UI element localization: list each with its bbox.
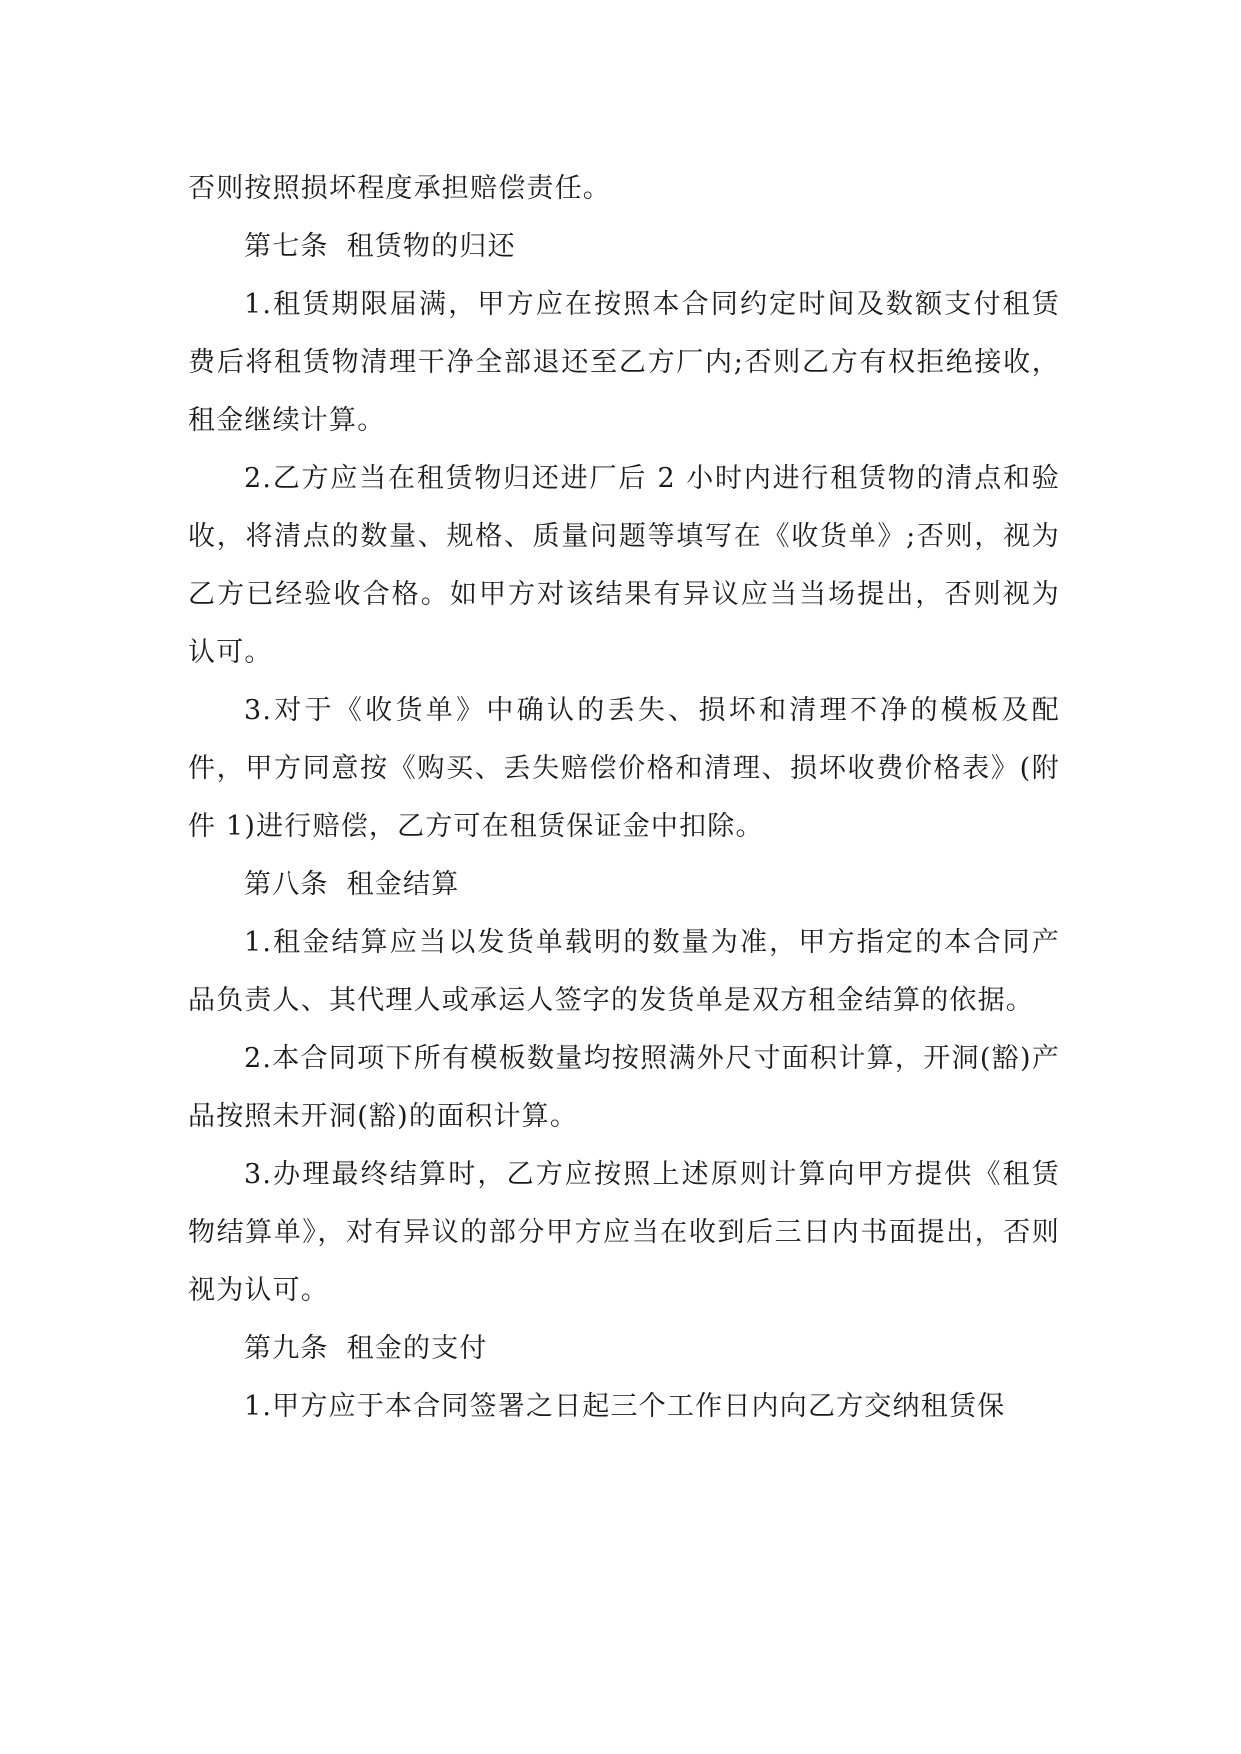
article-title: 租赁物的归还 <box>346 231 516 262</box>
clause-8-2: 2.本合同项下所有模板数量均按照满外尺寸面积计算，开洞(豁)产品按照未开洞(豁)的面积计算。 <box>188 1043 1060 1132</box>
clause-8-3: 3.办理最终结算时，乙方应按照上述原则计算向甲方提供《租赁物结算单》，对有异议的部分甲方应当在收到后三日内书面提出，否则视为认可。 <box>188 1159 1060 1306</box>
article-number: 第七条 <box>244 231 329 262</box>
paragraph-continued: 否则按照损坏程度承担赔偿责任。 <box>188 173 611 204</box>
article-number: 第九条 <box>244 1333 329 1364</box>
document-body <box>188 160 1060 1436</box>
clause-7-2: 2.乙方应当在租赁物归还进厂后 2 小时内进行租赁物的清点和验收，将清点的数量、规格、质量问题等填写在《收货单》;否则，视为乙方已经验收合格。如甲方对该结果有异议应当当场提出，否则视为认可。 <box>188 463 1060 668</box>
article-9-heading <box>188 1320 1060 1378</box>
clause-7-3: 3.对于《收货单》中确认的丢失、损坏和清理不净的模板及配件，甲方同意按《购买、丢失赔偿价格和清理、损坏收费价格表》(附件 1)进行赔偿，乙方可在租赁保证金中扣除。 <box>188 695 1060 842</box>
clause-9-1: 1.甲方应于本合同签署之日起三个工作日内向乙方交纳租赁保 <box>244 1391 1006 1422</box>
article-title: 租金结算 <box>346 869 460 900</box>
article-8-heading <box>188 856 1060 914</box>
article-number: 第八条 <box>244 869 329 900</box>
clause-8-1: 1.租金结算应当以发货单载明的数量为准，甲方指定的本合同产品负责人、其代理人或承运人签字的发货单是双方租金结算的依据。 <box>188 927 1060 1016</box>
article-7-heading <box>188 218 1060 276</box>
article-title: 租金的支付 <box>346 1333 488 1364</box>
clause-7-1: 1.租赁期限届满，甲方应在按照本合同约定时间及数额支付租赁费后将租赁物清理干净全部退还至乙方厂内;否则乙方有权拒绝接收，租金继续计算。 <box>188 289 1060 436</box>
